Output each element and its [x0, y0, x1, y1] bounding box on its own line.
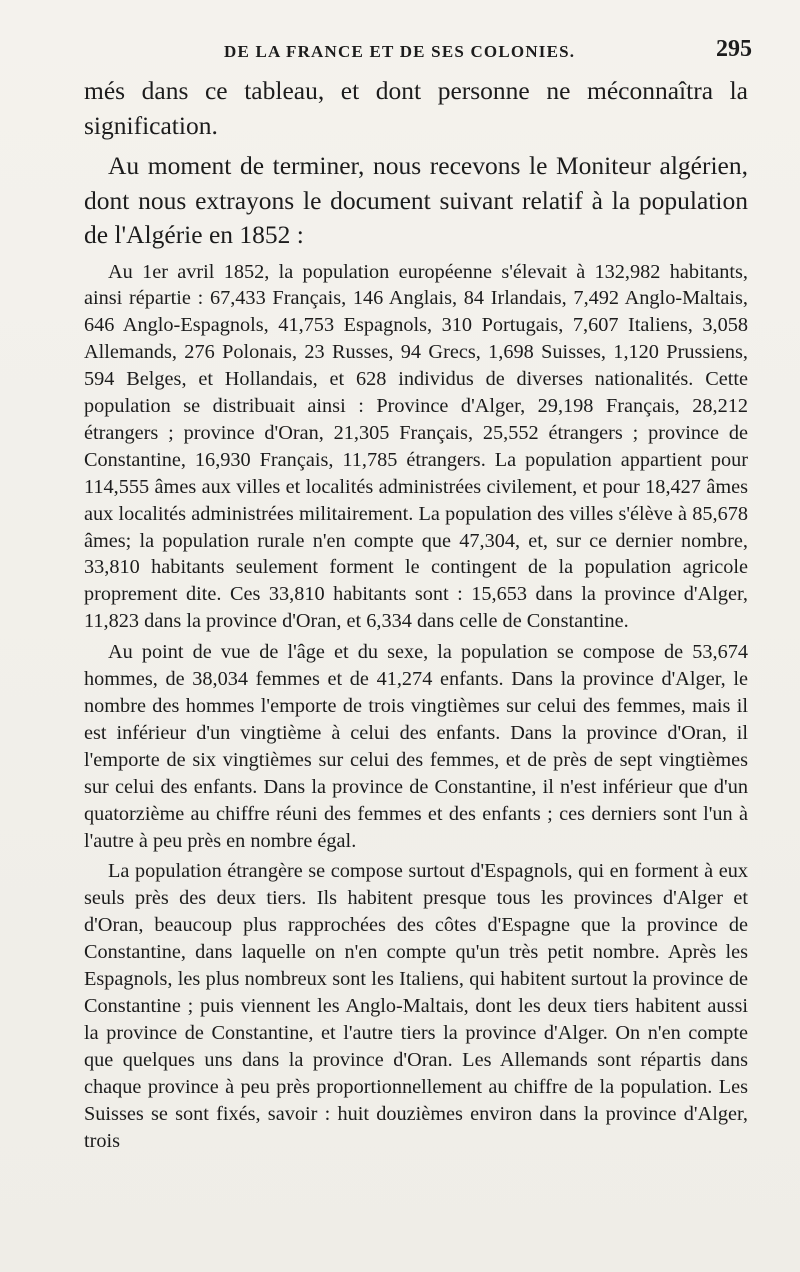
paragraph-4: Au point de vue de l'âge et du sexe, la population se compose de 53,674 hommes, de 38,034 femmes et de 41,274 enfants. Dans la province d'Alger, le nombre des hommes l'emporte de trois vingtièmes sur celui des femmes, mais il est inférieur d'un vingtième à celui des enfants. Dans la province d'Oran, il l'emporte de six vingtièmes sur celui des femmes, et de près de sept vingtièmes sur celui des enfants. Dans la province de Constantine, il n'est inférieur que d'un quatorzième au chiffre réuni des femmes et des enfants ; ces derniers sont l'un à l'autre à peu près en nombre égal.: [84, 641, 748, 852]
paragraph-5: La population étrangère se compose surtout d'Espagnols, qui en forment à eux seuls près des deux tiers. Ils habitent presque tous les provinces d'Alger et d'Oran, beaucoup plus rapprochées des côtes d'Espagne que la province de Constantine, dans laquelle on n'en compte qu'un très petit nombre. Après les Espagnols, les plus nombreux sont les Italiens, qui habitent surtout la province de Constantine ; puis viennent les Anglo-Maltais, dont les deux tiers habitent aussi la province de Constantine, et l'autre tiers la province d'Alger. On n'en compte que quelques uns dans la province d'Oran. Les Allemands sont répartis dans chaque province à peu près proportionnellement au chiffre de la population. Les Suisses se sont fixés, savoir : huit douzièmes environ dans la province d'Alger, trois: [84, 860, 748, 1152]
paragraph-1: més dans ce tableau, et dont personne ne méconnaîtra la signification.: [84, 76, 748, 140]
paragraph-2: Au moment de terminer, nous recevons le Moniteur algérien, dont nous extrayons le document suivant relatif à la population de l'Algérie en 1852 :: [84, 151, 748, 249]
page-header: [84, 36, 752, 70]
body-text: [84, 74, 748, 1154]
page-number: 295: [716, 36, 752, 62]
paragraph-3: Au 1er avril 1852, la population européenne s'élevait à 132,982 habitants, ainsi répartie : 67,433 Français, 146 Anglais, 84 Irlandais, 7,492 Anglo-Maltais, 646 Anglo-Espagnols, 41,753 Espagnols, 310 Portugais, 7,607 Italiens, 3,058 Allemands, 276 Polonais, 23 Russes, 94 Grecs, 1,698 Suisses, 1,120 Prussiens, 594 Belges, et Hollandais, et 628 individus de diverses nationalités. Cette population se distribuait ainsi : Province d'Alger, 29,198 Français, 28,212 étrangers ; province d'Oran, 21,305 Français, 25,552 étrangers ; province de Constantine, 16,930 Français, 11,785 étrangers. La population appartient pour 114,555 âmes aux villes et localités administrées civilement, et pour 18,427 âmes aux localités administrées militairement. La population des villes s'élève à 85,678 âmes; la population rurale n'en compte que 47,304, et, sur ce dernier nombre, 33,810 habitants seulement forment le contingent de la population agricole proprement dite. Ces 33,810 habitants sont : 15,653 dans la province d'Alger, 11,823 dans la province d'Oran, et 6,334 dans celle de Constantine.: [84, 260, 748, 633]
running-title: DE LA FRANCE ET DE SES COLONIES.: [224, 42, 576, 61]
